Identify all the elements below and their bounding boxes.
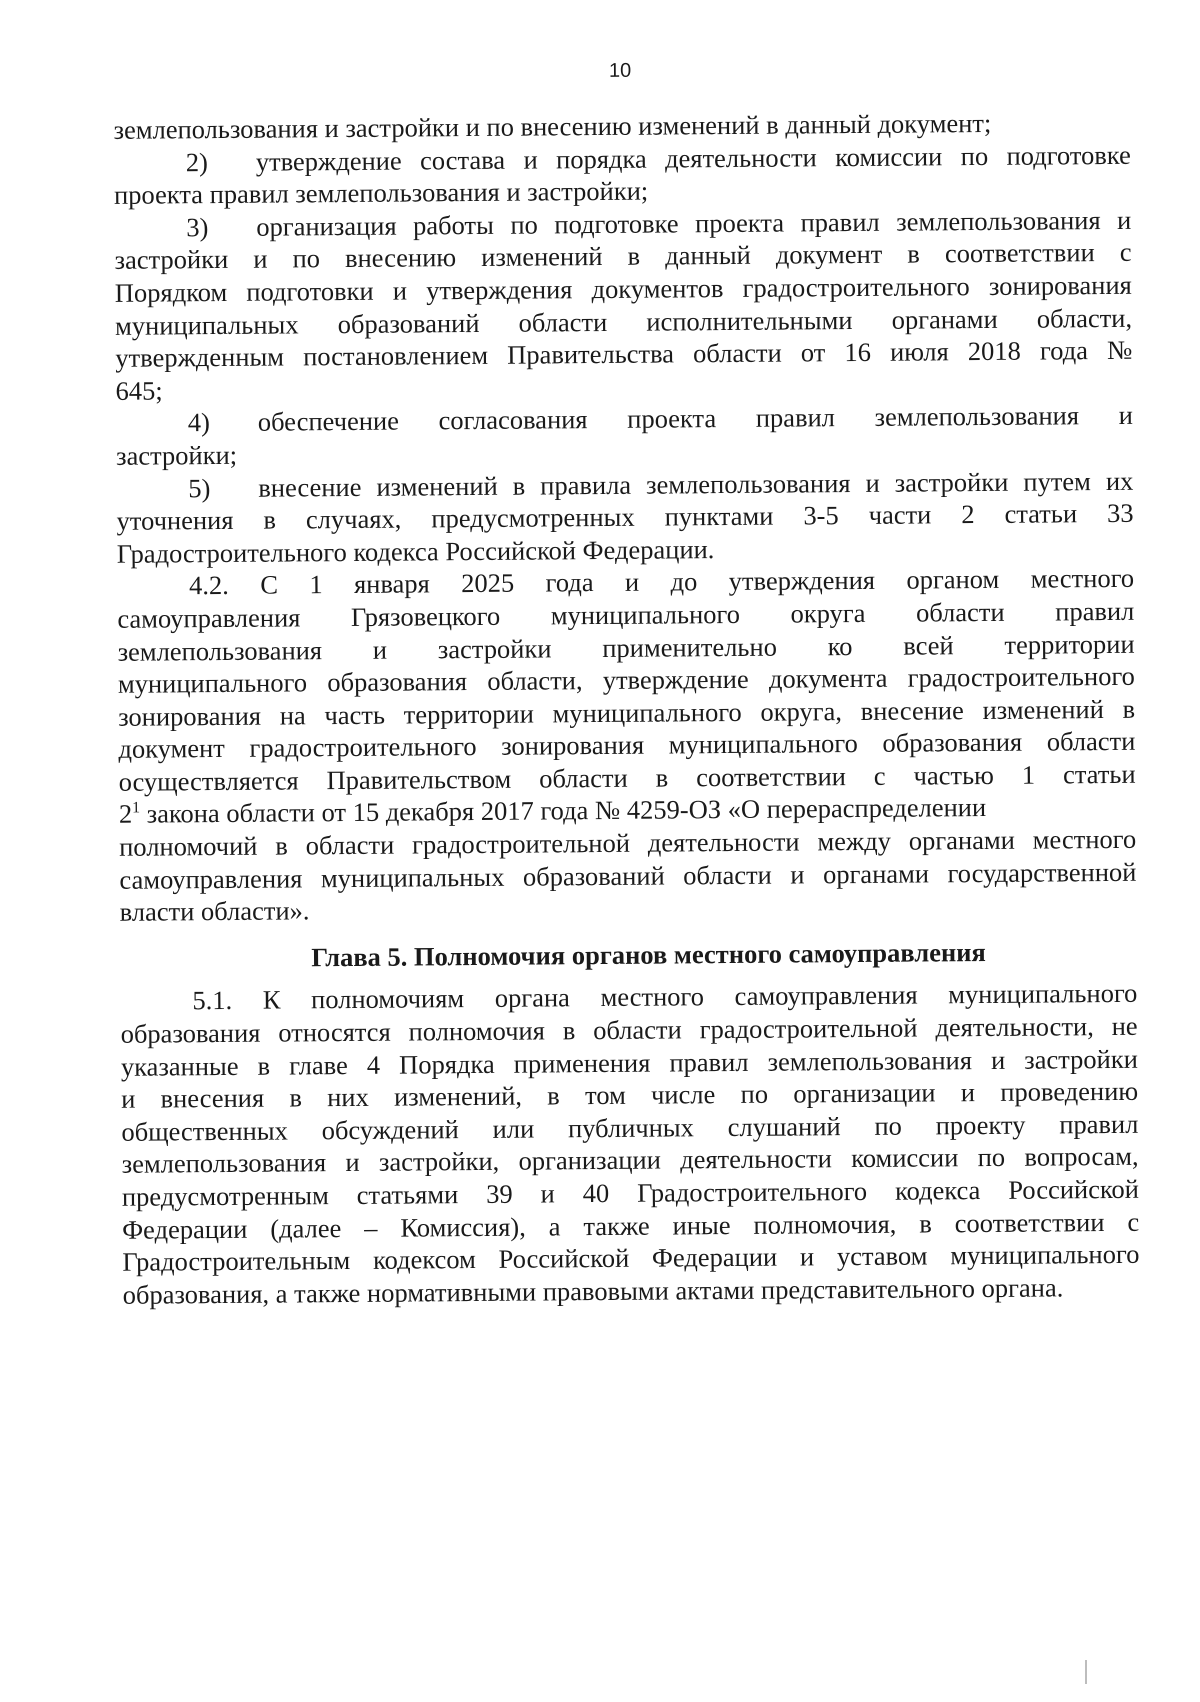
- text-line: осуществляется Правительством области в соответствии с частью 1 статьи: [118, 758, 1136, 797]
- list-item-text: утверждение состава и порядка деятельности комиссии по подготовке: [255, 139, 1131, 177]
- text-line: общественных обсуждений или публичных слушаний по проекту правил: [121, 1108, 1139, 1147]
- text-line: проекта правил землепользования и застройки;: [113, 175, 649, 211]
- text-line: полномочий в области градостроительной деятельности между органами местного: [119, 823, 1137, 862]
- text-line: 645;: [115, 375, 163, 406]
- scan-edge-mark: [1085, 1660, 1087, 1684]
- text-line: застройки;: [115, 439, 238, 471]
- text-line: Федерации (далее – Комиссия), а также иные полномочия, в соответствии с: [122, 1206, 1140, 1245]
- text-line: землепользования и застройки применительно ко всей территории: [117, 628, 1135, 667]
- text-line: предусмотренным статьями 39 и 40 Градостроительного кодекса Российской: [121, 1173, 1139, 1212]
- text-line: образования, а также нормативными правовыми актами представительного органа.: [122, 1272, 1064, 1310]
- list-number: 4): [187, 407, 211, 438]
- paragraph-4-2-first-line: 4.2. С 1 января 2025 года и до утверждения органом местного: [188, 563, 1135, 601]
- text-line: Градостроительным кодексом Российской Федерации и уставом муниципального: [122, 1238, 1140, 1277]
- text-line: уточнения в случаях, предусмотренных пунктами 3-5 части 2 статьи 33: [116, 497, 1134, 536]
- page-number: 10: [608, 59, 632, 82]
- text-line: документ градостроительного зонирования муниципального образования области: [118, 726, 1136, 765]
- text-line: муниципальных образований области исполнительными органами области,: [114, 302, 1133, 341]
- list-item-text: обеспечение согласования проекта правил землепользования и: [257, 400, 1133, 438]
- text-line: утвержденным постановлением Правительства области от 16 июля 2018 года №: [115, 334, 1133, 373]
- text-line: и внесения в них изменений, в том числе по организации и проведению: [121, 1076, 1139, 1115]
- text-line: землепользования и застройки и по внесению изменений в данный документ;: [113, 107, 992, 145]
- text-line: указанные в главе 4 Порядка применения правил землепользования и застройки: [120, 1043, 1138, 1082]
- text-line: Порядком подготовки и утверждения документов градостроительного зонирования: [114, 269, 1132, 308]
- list-item-text: внесение изменений в правила землепользования и застройки путем их: [258, 465, 1134, 503]
- text-line: Градостроительного кодекса Российской Федерации.: [116, 533, 715, 569]
- text-line: зонирования на часть территории муниципального округа, внесение изменений в: [118, 693, 1136, 732]
- text-line: землепользования и застройки, организации деятельности комиссии по вопросам,: [121, 1141, 1139, 1180]
- text-line: власти области».: [119, 895, 310, 928]
- superscript: 1: [132, 799, 141, 817]
- text-line: самоуправления Грязовецкого муниципального округа области правил: [117, 595, 1135, 634]
- article-number: 2: [118, 799, 133, 830]
- list-number: 3): [186, 211, 209, 243]
- list-number: 5): [188, 472, 211, 503]
- text-line: застройки и по внесению изменений в данный документ в соответствии с: [114, 237, 1132, 276]
- text-line: муниципального образования области, утверждение документа градостроительного: [117, 660, 1135, 699]
- list-number: 2): [185, 146, 208, 177]
- text-line: образования относятся полномочия в области градостроительной деятельности, не: [120, 1010, 1138, 1049]
- text-line: самоуправления муниципальных образований области и органами государственной: [119, 856, 1137, 895]
- document-body: [113, 106, 1139, 1311]
- chapter-heading: Глава 5. Полномочия органов местного самоуправления: [311, 936, 986, 973]
- paragraph-5-1-first-line: 5.1. К полномочиям органа местного самоуправления муниципального: [192, 978, 1138, 1016]
- list-item-text: организация работы по подготовке проекта правил землепользования и: [256, 204, 1132, 242]
- text-fragment: закона области от 15 декабря 2017 года № 4259-ОЗ «О перераспределении: [139, 792, 987, 830]
